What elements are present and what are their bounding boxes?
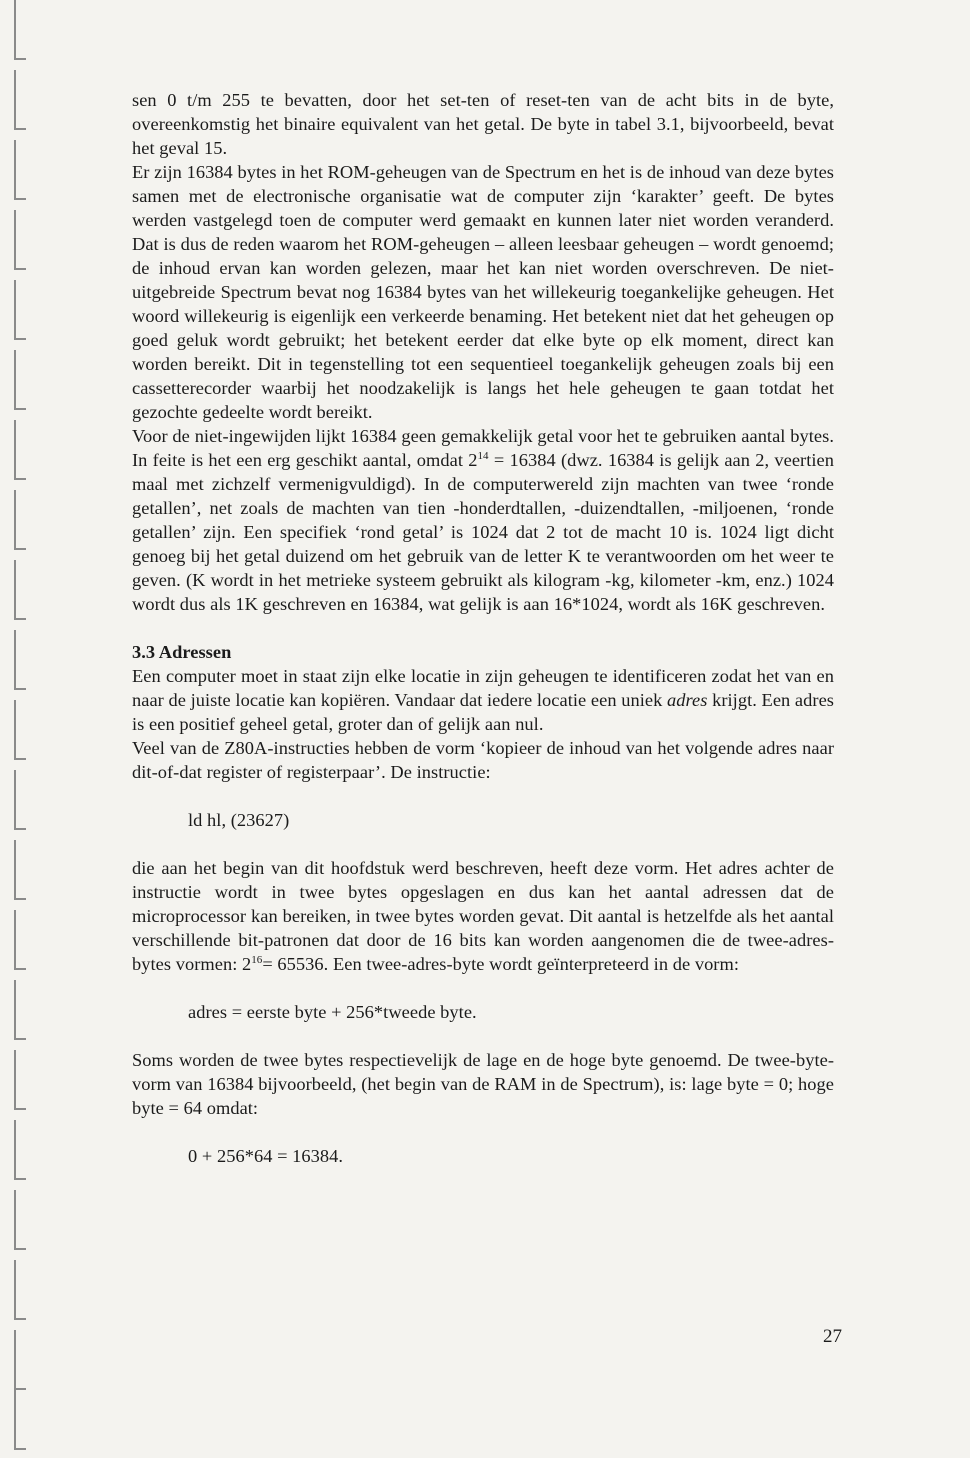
paragraph-text: Een computer moet in staat zijn elke locatie in zijn geheugen te identificeren zodat het van en naar de juiste locatie kan kopiëren. Vandaar dat iedere locatie een uniek (132, 666, 834, 710)
binding-hook (14, 420, 26, 480)
binding-hook (14, 560, 26, 620)
binding-hook (14, 630, 26, 690)
emphasis: adres (667, 690, 708, 710)
section-heading: 3.3 Adressen (132, 642, 232, 662)
binding-hook (14, 840, 26, 900)
paragraph-text: = 65536. Een twee-adres-byte wordt geïnterpreteerd in de vorm: (262, 954, 739, 974)
binding-hook (14, 0, 26, 60)
superscript: 16 (251, 954, 263, 966)
binding-hook (14, 910, 26, 970)
binding-hook (14, 140, 26, 200)
paragraph (132, 424, 834, 616)
paragraph-text: die aan het begin van dit hoofdstuk werd beschreven, heeft deze vorm. Het adres achter de instructie wordt in twee bytes opgeslagen en dus kan het aantal adressen dat de microprocessor kan bereiken, in twee bytes worden gevat. Dit aantal is hetzelfde als het aantal verschillende bit-patronen dat door de 16 bits kan worden aangenomen die de twee-adres-bytes vormen: 2 (132, 858, 834, 974)
binding-hook (14, 770, 26, 830)
binding-hook (14, 210, 26, 270)
formula: adres = eerste byte + 256*tweede byte. (188, 1002, 477, 1022)
binding-hook (14, 1390, 26, 1450)
binding-hook (14, 1330, 26, 1390)
paragraph: Soms worden de twee bytes respectievelijk de lage en de hoge byte genoemd. De twee-byte-vorm van 16384 bijvoorbeeld, (het begin van de RAM in de Spectrum), is: lage byte = 0; hoge byte = 64 omdat: (132, 1050, 834, 1118)
paragraph-text: Voor de niet-ingewijden lijkt 16384 geen gemakkelijk getal voor het te gebruiken aantal bytes. In feite is het een erg geschikt aantal, omdat 2 (132, 426, 834, 470)
binding-hook (14, 980, 26, 1040)
binding-hook (14, 280, 26, 340)
binding-hook (14, 1190, 26, 1250)
superscript: 14 (477, 450, 489, 462)
paragraph (132, 856, 834, 976)
spiral-binding (0, 0, 40, 1458)
page-body (132, 88, 834, 1168)
formula: 0 + 256*64 = 16384. (188, 1146, 344, 1166)
code-line: ld hl, (23627) (188, 810, 290, 830)
binding-hook (14, 490, 26, 550)
binding-hook (14, 700, 26, 760)
paragraph-text: = 16384 (dwz. 16384 is gelijk aan 2, veertien maal met zichzelf vermenigvuldigd). In de computerwereld zijn machten van twee ‘ronde getallen’, net zoals de machten van tien -honderdtallen, -duizendtallen, -miljoenen, ‘ronde getallen’ zijn. Een specifiek ‘rond getal’ is 1024 dat 2 tot de macht 10 is. 1024 ligt dicht genoeg bij het getal duizend om het gebruik van de letter K te verantwoorden om het weer te geven. (K wordt in het metrieke systeem gebruikt als kilogram -kg, kilometer -km, enz.) 1024 wordt dus als 1K geschreven en 16384, wat gelijk is aan 16*1024, wordt als 16K geschreven. (132, 450, 834, 614)
binding-hook (14, 70, 26, 130)
paragraph-text: krijgt. Een adres is een positief geheel getal, groter dan of gelijk aan nul. (132, 690, 834, 734)
binding-hook (14, 1120, 26, 1180)
binding-hook (14, 1050, 26, 1110)
paragraph: Er zijn 16384 bytes in het ROM-geheugen van de Spectrum en het is de inhoud van deze bytes samen met de electronische organisatie wat de computer zijn ‘karakter’ geeft. De bytes werden vastgelegd toen de computer werd gemaakt en kunnen later niet worden veranderd. Dat is dus de reden waarom het ROM-geheugen – alleen leesbaar geheugen – wordt genoemd; de inhoud ervan kan worden gelezen, maar het kan niet worden overschreven. De niet-uitgebreide Spectrum bevat nog 16384 bytes van het willekeurig toegankelijke geheugen. Het woord willekeurig is eigenlijk een verkeerde benaming. Het betekent niet dat het geheugen op goed geluk wordt gebruikt; het betekent eerder dat elke byte op elk moment, direct kan worden bereikt. Dit in tegenstelling tot een sequentieel toegankelijk geheugen zoals bij een cassetterecorder waarbij het noodzakelijk is langs het hele geheugen te gaan totdat het gezochte gedeelte wordt bereikt. (132, 162, 834, 422)
paragraph (132, 664, 834, 736)
paragraph: sen 0 t/m 255 te bevatten, door het set-ten of reset-ten van de acht bits in de byte, overeenkomstig het binaire equivalent van het getal. De byte in tabel 3.1, bijvoorbeeld, bevat het geval 15. (132, 90, 834, 158)
page-number: 27 (823, 1326, 842, 1347)
paragraph: Veel van de Z80A-instructies hebben de vorm ‘kopieer de inhoud van het volgende adres naar dit-of-dat register of registerpaar’. De instructie: (132, 738, 834, 782)
binding-hook (14, 1260, 26, 1320)
binding-hook (14, 350, 26, 410)
